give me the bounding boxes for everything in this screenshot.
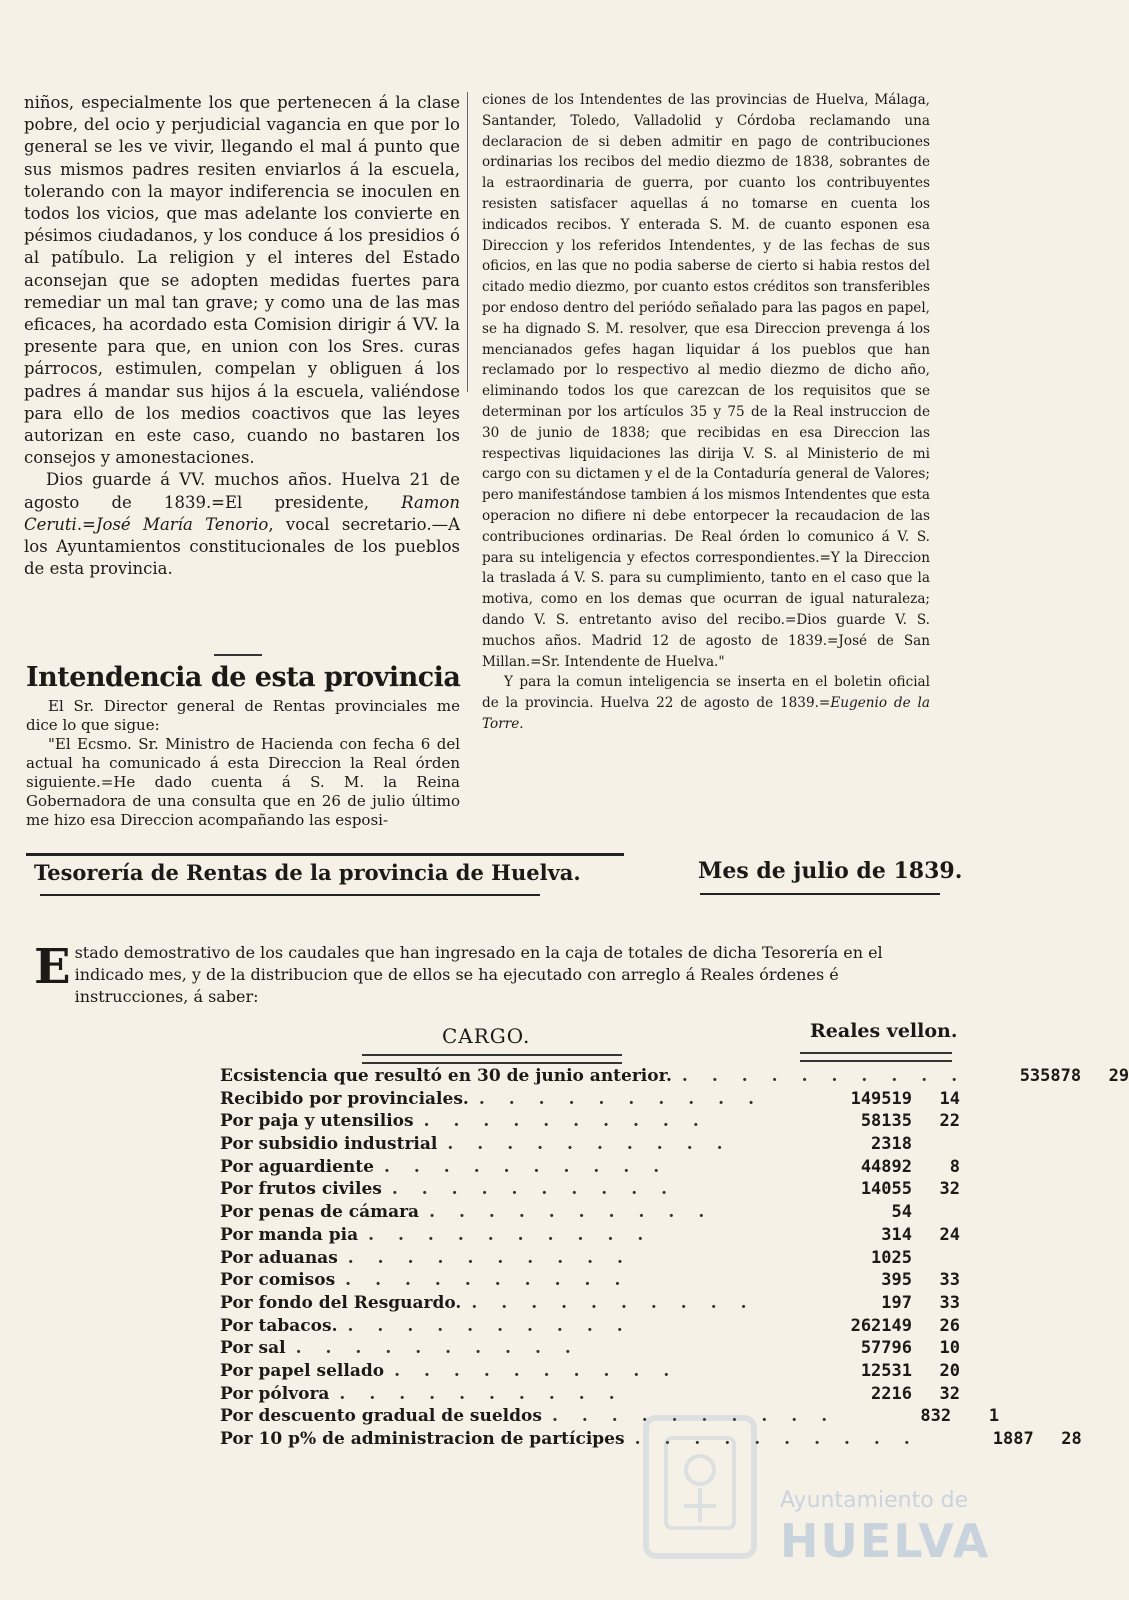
- ledger-row: [220, 1134, 960, 1157]
- left-column-section: [26, 697, 460, 830]
- ledger-reales: 44892: [860, 1156, 912, 1177]
- ledger-leader-dots: ..........: [295, 1338, 595, 1359]
- ledger-row: [220, 1225, 960, 1248]
- ledger-row: [220, 1316, 960, 1339]
- month-underline: [700, 893, 940, 895]
- ledger-reales: 2216: [871, 1383, 912, 1404]
- ledger-row: [220, 1293, 960, 1316]
- right-column: [482, 90, 930, 735]
- ledger-row: [220, 1338, 960, 1361]
- ledger-reales: 262149: [850, 1315, 912, 1336]
- ledger-row: [220, 1361, 960, 1384]
- ledger-concept: Recibido por provinciales.: [220, 1088, 469, 1109]
- ledger-leader-dots: ..........: [347, 1315, 647, 1336]
- ledger-leader-dots: ..........: [339, 1383, 639, 1404]
- letter-start: "El Ecsmo. Sr. Ministro de Hacienda con fecha 6 del actual ha comunicado á esta Direccion la Real órden siguiente.=He dado cuenta á S. M. la Reina Gobernadora de una consulta que en 26 de julio último me hizo esa Direccion acompañando las esposi-: [26, 735, 460, 829]
- ledger-row: [220, 1384, 960, 1407]
- ledger-leader-dots: ..........: [447, 1134, 747, 1155]
- crest-icon: [640, 1412, 760, 1562]
- ledger-concept: Por penas de cámara: [220, 1202, 420, 1223]
- left-column: [24, 92, 460, 580]
- ledger-concept: Por aguardiente: [220, 1156, 374, 1177]
- right-closing-text: Y para la comun inteligencia se inserta en el boletin oficial de la provincia. Huelva 22 de agosto de 1839.=: [482, 674, 930, 712]
- ledger-reales: 57796: [860, 1338, 912, 1359]
- ledger-concept: Por frutos civiles: [220, 1179, 382, 1200]
- statement-intro: [34, 939, 954, 1008]
- month-title: Mes de julio de 1839.: [698, 858, 963, 884]
- ledger-concept: Por 10 p% de administracion de partícipes: [220, 1429, 625, 1449]
- ledger-maravedis: 32: [939, 1179, 960, 1200]
- ledger-leader-dots: ..........: [383, 1156, 684, 1177]
- ledger-concept: Por descuento gradual de sueldos: [220, 1406, 542, 1427]
- ledger-row: [220, 1179, 960, 1202]
- cargo-double-rule: [362, 1054, 622, 1064]
- ledger-leader-dots: ..........: [681, 1066, 982, 1086]
- ledger-maravedis: 33: [939, 1292, 960, 1313]
- ledger-leader-dots: ..........: [394, 1360, 694, 1381]
- treasury-underline: [40, 894, 540, 896]
- ledger-reales: 395: [881, 1270, 912, 1291]
- ledger-reales: 2318: [871, 1134, 912, 1155]
- ledger-reales: 832: [920, 1406, 952, 1427]
- ledger-maravedis: 1: [988, 1406, 1000, 1427]
- ledger-leader-dots: ..........: [634, 1429, 934, 1449]
- ledger-reales: 314: [881, 1224, 912, 1245]
- ledger-concept: Por papel sellado: [220, 1360, 385, 1381]
- closing-text: Dios guarde á VV. muchos años. Huelva 21 de agosto de 1839.=El presidente,: [24, 470, 460, 512]
- ledger-maravedis: 32: [939, 1383, 960, 1404]
- section-title: Intendencia de esta provincia: [26, 662, 461, 693]
- watermark-line-1: Ayuntamiento de: [780, 1488, 969, 1513]
- ledger-concept: Por sal: [220, 1338, 286, 1359]
- ledger-row: [220, 1429, 1082, 1452]
- section-intro: El Sr. Director general de Rentas provinciales me dice lo que sigue:: [26, 697, 460, 734]
- ledger-reales: 54: [891, 1202, 912, 1223]
- ledger-leader-dots: ..........: [551, 1406, 852, 1427]
- ledger-leader-dots: ..........: [368, 1224, 668, 1245]
- ledger-concept: Por tabacos.: [220, 1315, 338, 1336]
- signature-separator: .=: [76, 514, 96, 534]
- left-closing: [24, 469, 460, 580]
- watermark-line-2: HUELVA: [780, 1514, 991, 1568]
- signer-secretary: José María Tenorio: [95, 514, 269, 534]
- right-closing: [482, 672, 930, 734]
- ledger-maravedis: 14: [939, 1088, 960, 1109]
- ledger-row: [220, 1089, 960, 1112]
- ledger-reales: 14055: [860, 1179, 912, 1200]
- signer-president: Ramon Ceruti: [24, 492, 460, 534]
- ledger-row: [220, 1270, 960, 1293]
- ledger-leader-dots: ..........: [429, 1202, 729, 1223]
- ledger-concept: Por paja y utensilios: [220, 1111, 414, 1132]
- ledger-reales: 197: [881, 1292, 912, 1313]
- ledger-concept: Por subsidio industrial: [220, 1134, 438, 1155]
- ledger-row: [220, 1066, 1129, 1089]
- ledger-row: [220, 1202, 960, 1225]
- ledger-leader-dots: ..........: [345, 1270, 645, 1291]
- ledger-leader-dots: ..........: [478, 1088, 778, 1109]
- ledger-concept: Por comisos: [220, 1270, 336, 1291]
- ledger-maravedis: 8: [949, 1156, 960, 1177]
- section-divider: [214, 654, 262, 656]
- ledger-concept: Por manda pia: [220, 1224, 359, 1245]
- amount-header: Reales vellon.: [810, 1020, 958, 1042]
- ledger-reales: 1887: [992, 1429, 1034, 1449]
- ledger-leader-dots: ..........: [347, 1247, 647, 1268]
- ledger-row: [220, 1111, 960, 1134]
- left-paragraph: niños, especialmente los que pertenecen á la clase pobre, del ocio y perjudicial vagancia en que por lo general se les ve vivir, llegando el mal á punto que sus mismos padres resiten enviarlos á la escuela, tolerando con la mayor indiferencia se inoculen en todos los vicios, que mas adelante los convierte en pésimos ciudadanos, y los conduce á los presidios ó al patíbulo. La religion y el interes del Estado aconsejan que se adopten medidas fuertes para remediar un mal tan grave; y como una de las mas eficaces, ha acordado esta Comision dirigir á VV. la presente para que, en union con los Sres. curas párrocos, estimulen, compelan y obliguen á los padres á mandar sus hijos á la escuela, valiéndose para ello de los medios coactivos que las leyes autorizan en este caso, cuando no bastaren los consejos y amonestaciones.: [24, 93, 460, 468]
- ledger-row: [220, 1248, 960, 1271]
- ledger-leader-dots: ..........: [471, 1292, 771, 1313]
- signer-intendente: Eugenio de la Torre.: [482, 695, 930, 732]
- ledger-reales: 58135: [860, 1111, 912, 1132]
- ledger-maravedis: 10: [939, 1338, 960, 1359]
- amount-double-rule: [800, 1052, 952, 1062]
- ledger-reales: 149519: [850, 1088, 912, 1109]
- ledger-row: [220, 1406, 1000, 1429]
- ledger-concept: Por fondo del Resguardo.: [220, 1292, 462, 1313]
- ledger-row: [220, 1157, 960, 1180]
- ledger-leader-dots: ..........: [391, 1179, 692, 1200]
- ledger-leader-dots: ..........: [423, 1111, 723, 1132]
- cargo-ledger: [220, 1066, 1129, 1452]
- ledger-maravedis: 28: [1061, 1429, 1082, 1449]
- drop-cap: E: [34, 939, 71, 995]
- cargo-header: CARGO.: [442, 1024, 531, 1048]
- archive-watermark: [780, 1488, 1010, 1568]
- letter-body: ciones de los Intendentes de las provincias de Huelva, Málaga, Santander, Toledo, Valladolid y Córdoba reclamando una declaracion de si deben admitir en pago de contribuciones ordinarias los recibos del medio diezmo de 1838, sobrantes de la estraordinaria de guerra, por cuanto los contribuyentes resisten satisfacer aquellas á no tomarse en cuenta los indicados recibos. Y enterada S. M. de cuanto esponen esa Direccion y los referidos Intendentes, y de las fechas de sus oficios, en las que no podia saberse de cierto si habia restos del citado medio diezmo, por cuanto estos créditos son transferibles por endoso dentro del periódo señalado para las pagos en papel, se ha dignado S. M. resolver, que esa Direccion prevenga á los mencianados gefes hagan liquidar á los pueblos que han reclamado por lo respectivo al medio diezmo de dicho año, eliminando todos los que carezcan de los requisitos que se determinan por los artículos 35 y 75 de la Real instruccion de 30 de junio de 1838; que recibidas en esa Direccion las respectivas liquidaciones las dirija V. S. al Ministerio de mi cargo con su dictamen y el de la Contaduría general de Valores; pero manifestándose tambien á los mismos Intendentes que esta operacion no difiere ni debe entorpecer la recaudacion de las contribuciones ordinarias. De Real órden lo comunico á V. S. para su inteligencia y efectos correspondientes.=Y la Direccion la traslada á V. S. para su cumplimiento, tanto en el caso que la motiva, como en los demas que ocurran de igual naturaleza; dando V. S. entretanto aviso del recibo.=Dios guarde V. S. muchos años. Madrid 12 de agosto de 1839.=José de San Millan.=Sr. Intendente de Huelva.": [482, 92, 930, 670]
- column-divider: [467, 92, 468, 392]
- ledger-reales: 12531: [860, 1360, 912, 1381]
- ledger-reales: 535878: [1019, 1066, 1082, 1086]
- closing-tail: , vocal secretario.—A los Ayuntamientos constitucionales de los pueblos de esta provincia.: [24, 514, 460, 579]
- ledger-maravedis: 26: [939, 1315, 960, 1336]
- statement-text: stado demostrativo de los caudales que han ingresado en la caja de totales de dicha Tesorería en el indicado mes, y de la distribucion que de ellos se ha ejecutado con arreglo á Reales órdenes é instrucciones, á saber:: [74, 943, 883, 1006]
- ledger-maravedis: 29: [1108, 1066, 1129, 1086]
- treasury-top-rule: [26, 853, 624, 856]
- ledger-concept: Por aduanas: [220, 1247, 338, 1268]
- ledger-concept: Por pólvora: [220, 1383, 330, 1404]
- ledger-maravedis: 24: [939, 1224, 960, 1245]
- ledger-reales: 1025: [871, 1247, 912, 1268]
- ledger-maravedis: 33: [939, 1270, 960, 1291]
- ledger-maravedis: 20: [939, 1360, 960, 1381]
- ledger-concept: Ecsistencia que resultó en 30 de junio anterior.: [220, 1066, 672, 1086]
- treasury-title: Tesorería de Rentas de la provincia de Huelva.: [34, 860, 581, 885]
- ledger-maravedis: 22: [939, 1111, 960, 1132]
